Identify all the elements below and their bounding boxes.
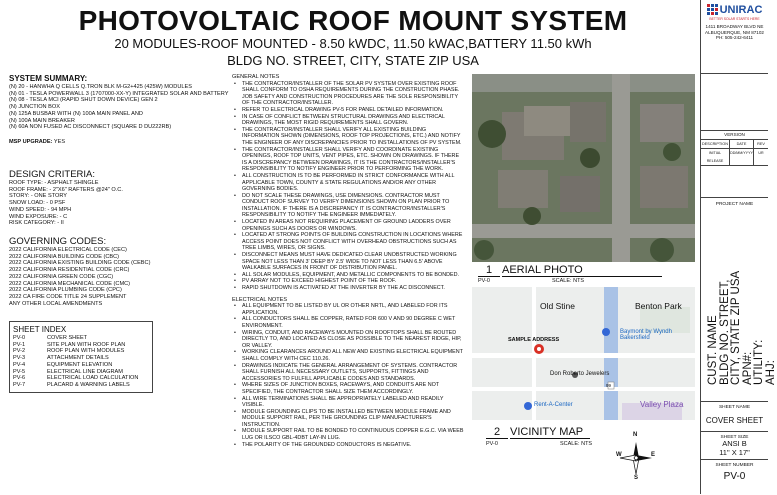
map-label-valley: Valley Plaza <box>640 400 684 409</box>
sheet-index <box>9 321 153 393</box>
logo-text: UNIRAC <box>719 4 763 16</box>
electrical-note: • ALL EQUIPMENT TO BE LISTED BY UL OR OTHER NRTL, AND LABELED FOR ITS APPLICATION. <box>232 303 464 316</box>
sheet-name-label: SHEET NAME <box>718 405 751 410</box>
general-note: • RAPID SHUTDOWN IS ACTIVATED AT THE INVERTER BY THE AC DISCONNECT. <box>232 285 464 292</box>
sheet-number: PV-0 <box>723 471 746 482</box>
map-label-benton: Benton Park <box>635 301 682 311</box>
version-rev: UR <box>758 151 764 155</box>
governing-code-item: 2022 CA FIRE CODE TITLE 24 SUPPLEMENT <box>9 293 127 300</box>
map-label-rent: Rent-A-Center <box>534 402 573 408</box>
sheet-index-row <box>13 375 149 382</box>
version-heading: VERSION <box>701 130 768 140</box>
sheet-size-label: SHEET SIZE <box>720 435 749 440</box>
electrical-note: • ALL CONDUCTORS SHALL BE COPPER, RATED FOR 600 V AND 90 DEGREE C WET ENVIRONMENT. <box>232 316 464 329</box>
unirac-logo-icon <box>707 4 718 16</box>
governing-code-item: 2022 CALIFORNIA ELECTRICAL CODE (CEC) <box>9 247 127 253</box>
sheet-index-row <box>13 382 149 389</box>
general-notes-heading: GENERAL NOTES <box>232 74 280 80</box>
governing-code-item: ANY OTHER LOCAL AMENDMENTS <box>9 300 103 307</box>
sheet-index-row <box>13 335 149 342</box>
company-address-1: 1411 BROADWAY BLVD NE <box>705 24 764 29</box>
sheet-index-id: PV-0 <box>13 335 26 341</box>
general-note: • THE CONTRACTOR/INSTALLER SHALL VERIFY ALL EXISTING BUILDING INFORMATION SHOWN (DIMENSIONS, ROOF TOP PROJECTIONS, ETC.) AND NOTIFY THE ENGINEER OF ANY DISCREPANCIES PRIOR TO INSTALLATIONS OF PV SYSTEM. <box>232 127 464 147</box>
system-summary-item: (N) 08 - TESLA MCI (RAPID SHUT DOWN DEVICE) GEN 2 <box>9 97 158 104</box>
sheet-index-name: ELECTRICAL LOAD CALCULATION <box>47 375 139 382</box>
project-name: CUST. NAME BLDG NO. STREET, CITY, STATE ZIP USA APN#: UTILITY: AHJ: <box>707 270 777 385</box>
governing-code-item: 2022 CALIFORNIA RESIDENTIAL CODE (CRC) <box>9 267 130 274</box>
governing-code-item: 2022 CALIFORNIA MECHANICAL CODE (CMC) <box>9 280 131 287</box>
design-criteria-item: STORY: - ONE STORY <box>9 193 68 200</box>
sheet-index-name: ATTACHMENT DETAILS <box>47 355 109 362</box>
system-summary-item: (N) 01 - TESLA POWERWALL 3 (1707000-XX-Y) INTEGRATED SOLAR AND BATTERY <box>9 90 229 97</box>
electrical-note: • DRAWINGS INDICATE THE GENERAL ARRANGEMENT OF SYSTEMS. CONTRACTOR SHALL FURNISH ALL NECESSARY OUTLETS, SUPPORTS, FITTINGS AND ACCESSORIES TO FULFILL APPLICABLE CODES AND STANDARDS. <box>232 363 464 383</box>
design-criteria-item: WIND EXPOSURE: - C <box>9 213 68 220</box>
company-block <box>701 0 768 74</box>
aerial-image <box>472 74 695 262</box>
aerial-sheet: PV-0 <box>478 278 490 284</box>
sheet-index-id: PV-2 <box>13 348 26 355</box>
map-label-old-stine: Old Stine <box>540 301 575 311</box>
design-criteria-heading: DESIGN CRITERIA: <box>9 169 96 180</box>
general-note: • REFER TO ELECTRICAL DRAWING PV-5 FOR PANEL DETAILED INFORMATION. <box>232 107 464 114</box>
vicinity-caption <box>472 424 622 452</box>
design-criteria-item: WIND SPEED: - 94 MPH <box>9 206 72 213</box>
project-name-block <box>701 198 777 402</box>
aerial-scale: SCALE: NTS <box>552 278 585 284</box>
sheet-index-name: ELECTRICAL LINE DIAGRAM <box>47 368 123 375</box>
electrical-note: • WIRING, CONDUIT, AND RACEWAYS MOUNTED ON ROOFTOPS SHALL BE ROUTED DIRECTLY TO, AND LOCATED AS CLOSE AS POSSIBLE TO THE NEAREST RIDGE, HIP, OR VALLEY. <box>232 330 464 350</box>
sheet-index-id: PV-4 <box>13 361 26 368</box>
compass-n: N <box>633 432 638 438</box>
vicinity-title: VICINITY MAP <box>510 426 590 439</box>
version-block <box>701 74 768 198</box>
system-summary-item: (N) JUNCTION BOX <box>9 104 60 111</box>
governing-code-item: 2022 CALIFORNIA PLUMBING CODE (CPC) <box>9 287 122 294</box>
electrical-note: • MODULE GROUNDING CLIPS TO BE INSTALLED BETWEEN MODULE FRAME AND MODULE SUPPORT RAIL, PER THE GROUNDING CLIP MANUFACTURER'S INSTRUCTION. <box>232 409 464 429</box>
electrical-note: • WHERE SIZES OF JUNCTION BOXES, RACEWAYS, AND CONDUITS ARE NOT SPECIFIED, THE CONTRACTOR SHALL SIZE THEM ACCORDINGLY. <box>232 382 464 395</box>
version-row <box>701 149 768 166</box>
system-summary-item: (N) 20 - HANWHA Q CELLS Q.TRON BLK M-G2+425 (425W) MODULES <box>9 84 192 90</box>
general-note: • LOCATED IN AREAS NOT REQUIRING PLACEMENT OF GROUND LADDERS OVER OPENINGS SUCH AS DOORS OR WINDOWS. <box>232 219 464 232</box>
sheet-size-block <box>701 432 768 460</box>
sheet-index-id: PV-6 <box>13 375 26 382</box>
governing-code-item: 2022 CALIFORNIA EXISTING BUILDING CODE (CEBC) <box>9 260 151 267</box>
system-summary-item: (N) 60A NON FUSED AC DISCONNECT (SQUARE D DU222RB) <box>9 124 172 131</box>
sheet-index-name: PLACARD & WARNING LABELS <box>47 381 130 388</box>
sheet-index-heading: SHEET INDEX <box>13 325 67 334</box>
msp-upgrade <box>9 139 231 146</box>
aerial-photo <box>472 74 695 262</box>
sheet-size-1: ANSI B <box>722 439 747 448</box>
version-columns <box>701 140 768 149</box>
design-criteria-item: ROOF TYPE: - ASPHALT SHINGLE <box>9 180 99 186</box>
sheet-index-row <box>13 369 149 376</box>
sheet-index-name: ROOF PLAN WITH MODULES <box>47 348 125 355</box>
msp-label: MSP UPGRADE: <box>9 138 53 145</box>
version-date: DD/MM/YYYY <box>730 149 754 165</box>
sheet-index-id: PV-7 <box>13 381 26 388</box>
electrical-note: • MODULE SUPPORT RAIL TO BE BONDED TO CONTINUOUS COPPER E.G.C. VIA WEEB LUG OR ILSCO GBL-4DBT LAY-IN LUG. <box>232 428 464 441</box>
sheet-index-row <box>13 342 149 349</box>
system-summary-heading: SYSTEM SUMMARY: <box>9 74 88 83</box>
version-col-rev: REV <box>757 142 765 146</box>
version-col-date: DATE <box>730 140 754 148</box>
version-col-description: DESCRIPTION <box>701 140 730 148</box>
general-note: • THE CONTRACTOR/INSTALLER SHALL VERIFY AND COORDINATE EXISTING OPENINGS, ROOF TOP UNITS, VENT PIPES, ETC. SHOWN ON DRAWINGS. IF THERE IS A DISCREPANCY BETWEEN DRAWINGS, IT IS THE CONTRACTORS/INSTALLER'S RESPONSIBILITY TO NOTIFY ENGINEER PRIOR TO PERFORMING THE WORK. <box>232 147 464 173</box>
design-criteria <box>9 169 231 227</box>
governing-code-item: 2022 CALIFORNIA BUILDING CODE (CBC) <box>9 253 120 260</box>
general-note: • ALL SOLAR MODULES, EQUIPMENT, AND METALLIC COMPONENTS TO BE BONDED. <box>232 272 464 279</box>
electrical-note: • ALL WIRE TERMINATIONS SHALL BE APPROPRIATELY LABELED AND READILY VISIBLE. <box>232 396 464 409</box>
electrical-notes-heading: ELECTRICAL NOTES <box>232 296 288 303</box>
sheet-name: COVER SHEET <box>705 416 764 425</box>
compass-icon <box>616 434 656 490</box>
compass-e: E <box>651 452 656 458</box>
compass-s: S <box>634 475 639 481</box>
sheet-number-label: SHEET NUMBER <box>715 463 754 468</box>
governing-code-item: 2022 CALIFORNIA GREEN CODE (CGC) <box>9 273 114 280</box>
system-summary-item: (N) 125A BUSBAR WITH (N) 100A MAIN PANEL AND <box>9 110 143 117</box>
electrical-note: • THE POLARITY OF THE GROUNDED CONDUCTORS IS NEGATIVE. <box>232 442 464 449</box>
general-note: • DISCONNECT MEANS MUST HAVE DEDICATED CLEAR UNOBSTRUCTED WORKING SPACE NOT LESS THAN 3' DEEP BY 2.5' WIDE TO NOT LESS THAN 6.5' ABOVE WALKABLE SURFACES IN FRONT OF DISTRIBUTION PANEL. <box>232 252 464 272</box>
vicinity-sheet: PV-0 <box>486 441 498 447</box>
aerial-title: AERIAL PHOTO <box>502 264 662 277</box>
title-block <box>700 0 777 494</box>
vicinity-map <box>472 287 695 420</box>
sheet-index-row <box>13 362 149 369</box>
sheet-index-name: SITE PLAN WITH ROOF PLAN <box>47 341 126 348</box>
company-phone: PH: 505-242-6411 <box>715 35 754 41</box>
sheet-index-id: PV-3 <box>13 355 26 362</box>
map-label-sample: SAMPLE ADDRESS <box>508 337 560 343</box>
general-note: • DO NOT SCALE THESE DRAWINGS, USE DIMENSIONS. CONTRACTOR MUST CONDUCT ROOF SURVEY TO VERIFY DIMENSIONS SHOWN ON PLAN PRIOR TO INSTALLATION. IF THERE IS A DISCREPANCY IT IS CONTRACTOR/INSTALLER'S RESPONSIBILITY TO NOTIFY THE ENGINEER IMMEDIATELY. <box>232 193 464 219</box>
system-summary <box>9 74 231 146</box>
design-criteria-item: SNOW LOAD: - 0 PSF <box>9 200 66 207</box>
sheet-index-row <box>13 355 149 362</box>
map-label-baymont: Baymont by Wyndh Bakersfield <box>620 329 672 341</box>
sheet-size-2: 11" X 17" <box>719 447 750 457</box>
sheet-index-name: EQUIPMENT ELEVATION <box>47 361 113 368</box>
general-notes <box>232 74 464 448</box>
version-description: INITIAL RELEASE <box>701 149 730 165</box>
governing-codes <box>9 236 231 307</box>
tagline: BETTER SOLAR STARTS HERE <box>709 17 760 21</box>
aerial-number: 1 <box>478 264 500 277</box>
general-note: • PV ARRAY NOT TO EXCEED HIGHEST POINT OF THE ROOF. <box>232 278 464 285</box>
system-summary-item: (N) 100A MAIN BREAKER <box>9 117 75 124</box>
project-name-label: PROJECT NAME <box>715 202 754 207</box>
map-label-road: 99 <box>606 383 612 388</box>
site-address: BLDG NO. STREET, CITY, STATE ZIP USA <box>227 53 479 68</box>
design-criteria-item: RISK CATEGORY: - II <box>9 220 64 227</box>
company-address-2: ALBUQUERQUE, NM 87102 <box>705 29 764 35</box>
vicinity-number: 2 <box>486 426 508 439</box>
general-note: • LOCATED AT STRONG POINTS OF BUILDING CONSTRUCTION IN LOCATIONS WHERE ACCESS POINT DOES NOT CONFLICT WITH OVERHEAD OBSTRUCTIONS SUCH AS TREE LIMBS, WIRES, OR SIGNS. <box>232 232 464 252</box>
general-note: • THE CONTRACTOR/INSTALLER OF THE SOLAR PV SYSTEM OVER EXISTING ROOF SHALL CONFORM TO OSHA REQUIREMENTS DURING THE CONSTRUCTION PHASE. JOB SAFETY AND CONSTRUCTION PROCEDURES ARE THE SOLE RESPONSIBILITY OF THE CONTRACTOR/INSTALLER. <box>232 81 464 107</box>
logo <box>703 4 766 16</box>
governing-codes-heading: GOVERNING CODES: <box>9 236 107 247</box>
system-subtitle: 20 MODULES-ROOF MOUNTED - 8.50 kWDC, 11.50 kWAC,BATTERY 11.50 kWh <box>114 36 592 51</box>
map-label-don-roberto: Don Roberto Jewelers <box>550 371 610 377</box>
sheet-index-name: COVER SHEET <box>47 335 88 341</box>
aerial-caption <box>472 262 695 286</box>
vicinity-scale: SCALE: NTS <box>560 441 593 447</box>
sheet-index-row <box>13 348 149 355</box>
page-title: PHOTOVOLTAIC ROOF MOUNT SYSTEM <box>78 5 628 36</box>
general-note: • ALL CONSTRUCTION IS TO BE PERFORMED IN STRICT CONFORMANCE WITH ALL APPLICABLE TOWN, COUNTY & STATE REGULATIONS AND/OR ANY OTHER GOVERNING BODIES. <box>232 173 464 193</box>
sheet-index-id: PV-1 <box>13 341 26 348</box>
sheet-number-block <box>701 460 768 494</box>
compass-w: W <box>616 452 622 458</box>
general-note: • IN CASE OF CONFLICT BETWEEN STRUCTURAL DRAWINGS AND ELECTRICAL DRAWINGS, THE MOST RIGID REQUIREMENTS SHALL GOVERN. <box>232 114 464 127</box>
electrical-note: • WORKING CLEARANCES AROUND ALL NEW AND EXISTING ELECTRICAL EQUIPMENT SHALL COMPLY WITH CEC 110.26. <box>232 349 464 362</box>
design-criteria-item: ROOF FRAME: - 2"X6" RAFTERS @24" O.C. <box>9 186 123 193</box>
msp-value: YES <box>53 138 66 145</box>
sheet-index-id: PV-5 <box>13 368 26 375</box>
